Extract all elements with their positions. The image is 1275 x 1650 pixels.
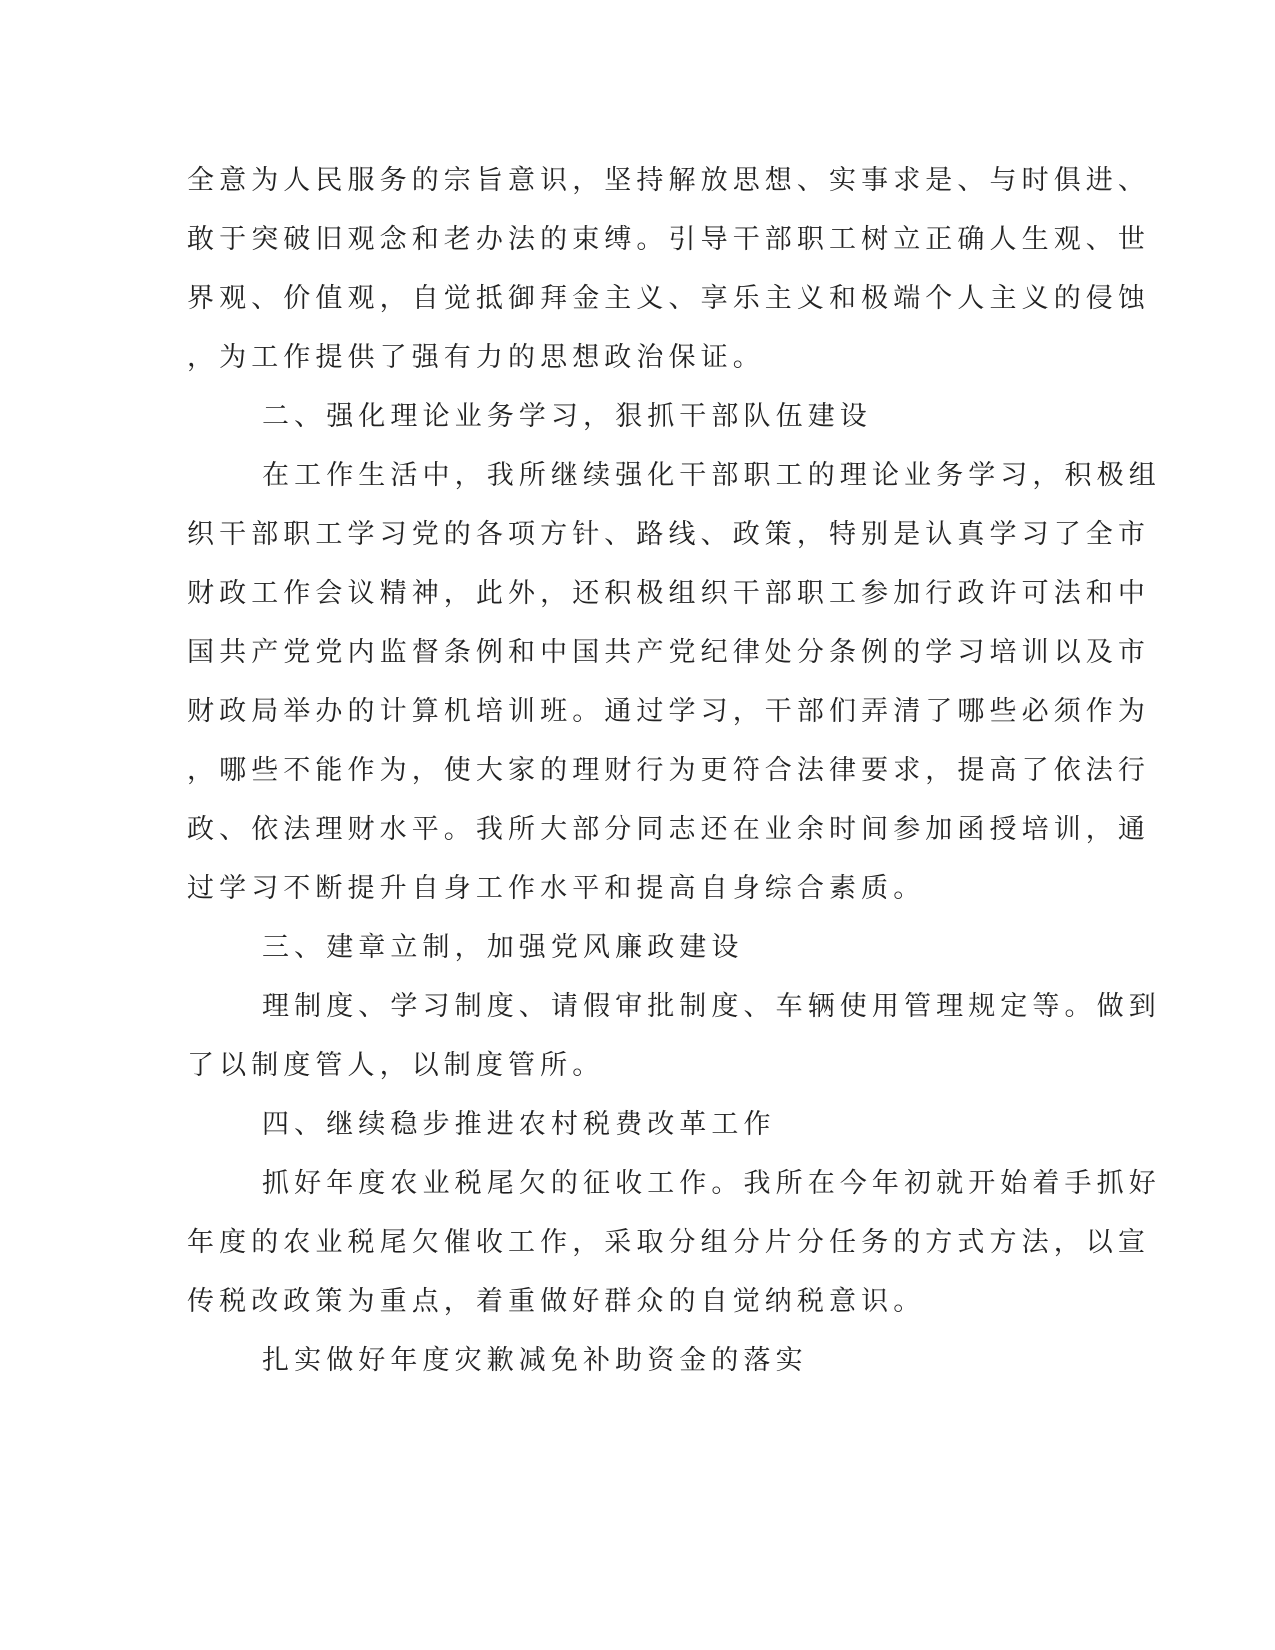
body-text-line: 在工作生活中，我所继续强化干部职工的理论业务学习，积极组 <box>262 460 1161 491</box>
body-text-line: 界观、价值观，自觉抵御拜金主义、享乐主义和极端个人主义的侵蚀 <box>187 283 1150 314</box>
body-text-line: 敢于突破旧观念和老办法的束缚。引导干部职工树立正确人生观、世 <box>187 224 1150 255</box>
body-text-line: 年度的农业税尾欠催收工作，采取分组分片分任务的方式方法，以宣 <box>187 1227 1150 1258</box>
body-text-line: ，为工作提供了强有力的思想政治保证。 <box>187 342 765 373</box>
body-text-line: 理制度、学习制度、请假审批制度、车辆使用管理规定等。做到 <box>262 991 1161 1022</box>
body-text-line: 过学习不断提升自身工作水平和提高自身综合素质。 <box>187 873 926 904</box>
body-text-line: 全意为人民服务的宗旨意识，坚持解放思想、实事求是、与时俱进、 <box>187 165 1150 196</box>
body-text-line: 传税改政策为重点，着重做好群众的自觉纳税意识。 <box>187 1286 926 1317</box>
section-heading: 四、继续稳步推进农村税费改革工作 <box>262 1109 776 1140</box>
body-text-line: 扎实做好年度灾歉减免补助资金的落实 <box>262 1345 808 1376</box>
body-text-line: 财政局举办的计算机培训班。通过学习，干部们弄清了哪些必须作为 <box>187 696 1150 727</box>
body-text-line: ，哪些不能作为，使大家的理财行为更符合法律要求，提高了依法行 <box>187 755 1150 786</box>
body-text-line: 国共产党党内监督条例和中国共产党纪律处分条例的学习培训以及市 <box>187 637 1150 668</box>
body-text-line: 财政工作会议精神，此外，还积极组织干部职工参加行政许可法和中 <box>187 578 1150 609</box>
section-heading: 二、强化理论业务学习，狠抓干部队伍建设 <box>262 401 872 432</box>
body-text-line: 织干部职工学习党的各项方针、路线、政策，特别是认真学习了全市 <box>187 519 1150 550</box>
body-text-line: 政、依法理财水平。我所大部分同志还在业余时间参加函授培训，通 <box>187 814 1150 845</box>
body-text-line: 抓好年度农业税尾欠的征收工作。我所在今年初就开始着手抓好 <box>262 1168 1161 1199</box>
body-text-line: 了以制度管人，以制度管所。 <box>187 1050 605 1081</box>
section-heading: 三、建章立制，加强党风廉政建设 <box>262 932 744 963</box>
